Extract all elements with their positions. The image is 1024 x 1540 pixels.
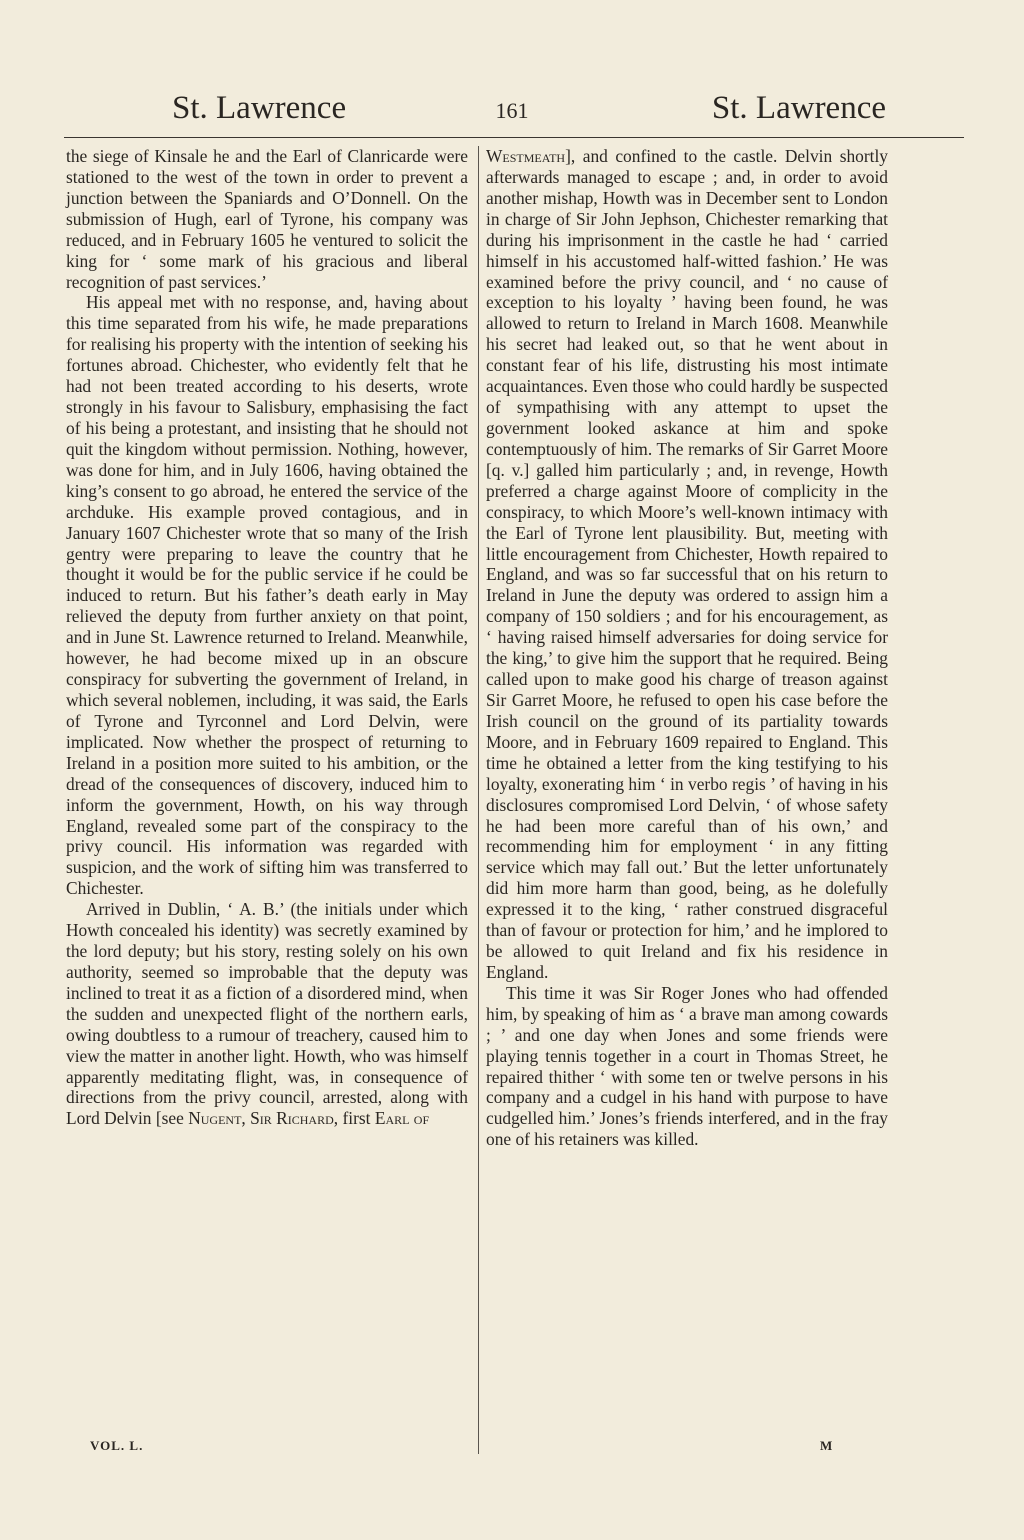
right-paragraph-1 (486, 146, 888, 983)
left-paragraph-2: His appeal met with no response, and, having about this time separated from his wife, he made preparations for realising his property with the intention of seeking his fortunes abroad. Chichester, who evidently felt that he had not been treated according to his deserts, wrote strongly in his favour to Salisbury, emphasising the fact of his being a protestant, and insisting that he should not quit the kingdom without permission. Nothing, however, was done for him, and in July 1606, having obtained the king’s consent to go abroad, he entered the service of the archduke. His example proved contagious, and in January 1607 Chichester wrote that so many of the Irish gentry were preparing to leave the country that he thought it would be for the public service if he could be induced to return. But his father’s death early in May relieved the deputy from further anxiety on that point, and in June St. Lawrence returned to Ireland. Meanwhile, however, he had become mixed up in an obscure conspiracy for subverting the government of Ireland, in which several noblemen, including, it was said, the Earls of Tyrone and Tyrconnel and Lord Delvin, were implicated. Now whether the prospect of returning to Ireland in a position more suited to his ambition, or the dread of the consequences of discovery, induced him to inform the government, Howth, on his way through England, revealed some part of the conspiracy to the privy council. His information was regarded with suspicion, and the work of sifting him was transferred to Chichester. (66, 292, 468, 899)
column-divider (478, 146, 479, 1454)
cross-reference-name: Nugent, Sir Richard (188, 1108, 334, 1129)
running-head-right: St. Lawrence (711, 90, 886, 126)
running-head-left: St. Lawrence (172, 90, 347, 126)
left-paragraph-3 (66, 899, 468, 1129)
cross-reference-title: Earl of (374, 1108, 430, 1129)
cross-reference-joiner: , first (333, 1108, 371, 1129)
right-paragraph-1-text: ], and confined to the castle. Delvin shortly afterwards managed to escape ; and, in order to avoid another mishap, Howth was in December sent to London in charge of Sir John Jephson, Chichester remarking that during his imprisonment in the castle he had ‘ carried himself in his accustomed half-witted fashion.’ He was examined before the privy council, and ‘ no cause of exception to his loyalty ’ having been found, he was allowed to return to Ireland in March 1608. Meanwhile his secret had leaked out, so that he went about in constant fear of his life, distrusting his most intimate acquaintances. Even those who could hardly be suspected of sympathising with any attempt to upset the government looked askance at him and spoke contemptuously of him. The remarks of Sir Garret Moore [q. v.] galled him particularly ; and, in revenge, Howth preferred a charge against Moore of complicity in the conspiracy, to which Moore’s well-known intimacy with the Earl of Tyrone lent plausibility. But, meeting with little encouragement from Chichester, Howth repaired to England, and was so far successful that on his return to Ireland in June the deputy was ordered to assign him a company of 150 soldiers ; and for his encouragement, as ‘ having raised himself adversaries for doing service for the king,’ to give him the support that he required. Being called upon to make good his charge of treason against Sir Garret Moore, he refused to open his case before the Irish council on the ground of its partiality towards Moore, and in February 1609 repaired to England. This time he obtained a letter from the king testifying to his loyalty, exonerating him ‘ in verbo regis ’ of having in his disclosures compromised Lord Delvin, ‘ of whose safety he had been more careful than of his own,’ and recommending him for employment ‘ in any fitting service which may fall out.’ But the letter unfortunately did him more harm than good, being, as he dolefully expressed it to the king, ‘ rather construed disgraceful than of favour or protection for him,’ and he implored to be allowed to quit Ireland and fix his residence in England. (486, 146, 888, 982)
left-column (66, 146, 468, 1129)
volume-footer: VOL. L. (90, 1438, 144, 1453)
header-rule (64, 137, 964, 138)
page-header (64, 88, 960, 134)
left-paragraph-1: the siege of Kinsale he and the Earl of Clanricarde were stationed to the west of the town in order to prevent a junction between the Spaniards and O’Donnell. On the submission of Hugh, earl of Tyrone, his company was reduced, and in February 1605 he ventured to solicit the king for ‘ some mark of his gracious and liberal recognition of past services.’ (66, 146, 468, 292)
signature-mark: M (820, 1438, 833, 1453)
left-paragraph-3-text: Arrived in Dublin, ‘ A. B.’ (the initials under which Howth concealed his identity) was secretly examined by the lord deputy; but his story, resting solely on his own authority, seemed so improbable that the deputy was inclined to treat it as a fiction of a disordered mind, when the sudden and unexpected flight of the northern earls, owing doubtless to a rumour of treachery, caused him to view the matter in another light. Howth, who was himself apparently meditating flight, was, in consequence of directions from the privy council, arrested, along with Lord Delvin [see (66, 899, 468, 1129)
right-column (486, 146, 888, 1150)
cross-reference-continued: Westmeath (486, 146, 566, 166)
page-number: 161 (495, 98, 529, 123)
right-paragraph-2: This time it was Sir Roger Jones who had offended him, by speaking of him as ‘ a brave man among cowards ; ’ and one day when Jones and some friends were playing tennis together in a court in Thomas Street, he repaired thither ‘ with some ten or twelve persons in his company and a cudgel in his hand with purpose to have cudgelled him.’ Jones’s friends interfered, and in the fray one of his retainers was killed. (486, 982, 888, 1150)
